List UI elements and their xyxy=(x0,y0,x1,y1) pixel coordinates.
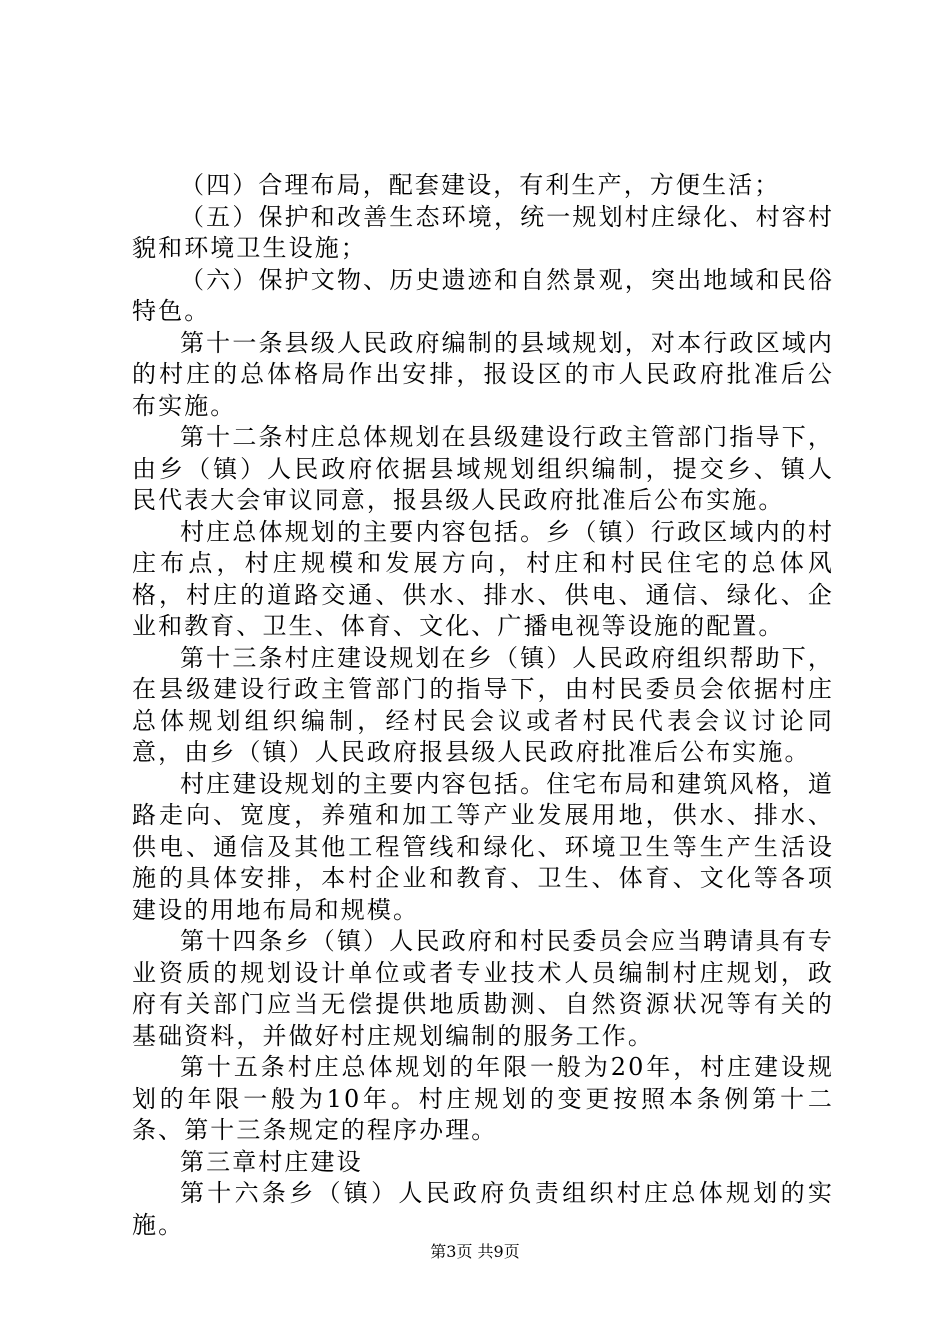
paragraph-article-13: 第十三条村庄建设规划在乡（镇）人民政府组织帮助下，在县级建设行政主管部门的指导下，由村民委员会依据村庄总体规划组织编制，经村民会议或者村民代表会议讨论同意，由乡（镇）人民政府报县级人民政府批准后公布实施。 xyxy=(132,643,834,766)
paragraph-article-15: 第十五条村庄总体规划的年限一般为20年，村庄建设规划的年限一般为10年。村庄规划的变更按照本条例第十二条、第十三条规定的程序办理。 xyxy=(132,1053,834,1144)
paragraph-overall-plan-content: 村庄总体规划的主要内容包括。乡（镇）行政区域内的村庄布点，村庄规模和发展方向，村庄和村民住宅的总体风格，村庄的道路交通、供水、排水、供电、通信、绿化、企业和教育、卫生、体育、文化、广播电视等设施的配置。 xyxy=(132,517,834,640)
paragraph-article-12: 第十二条村庄总体规划在县级建设行政主管部门指导下，由乡（镇）人民政府依据县域规划组织编制，提交乡、镇人民代表大会审议同意，报县级人民政府批准后公布实施。 xyxy=(132,423,834,514)
paragraph-construction-plan-content: 村庄建设规划的主要内容包括。住宅布局和建筑风格，道路走向、宽度，养殖和加工等产业发展用地，供水、排水、供电、通信及其他工程管线和绿化、环境卫生等生产生活设施的具体安排，本村企业和教育、卫生、体育、文化等各项建设的用地布局和规模。 xyxy=(132,769,834,924)
paragraph-article-11: 第十一条县级人民政府编制的县域规划，对本行政区域内的村庄的总体格局作出安排，报设区的市人民政府批准后公布实施。 xyxy=(132,328,834,420)
paragraph-clause-6: （六）保护文物、历史遗迹和自然景观，突出地域和民俗特色。 xyxy=(132,265,834,325)
paragraph-clause-4: （四）合理布局，配套建设，有利生产，方便生活； xyxy=(180,171,781,199)
chapter-heading: 第三章村庄建设 xyxy=(180,1147,363,1176)
paragraph-article-16: 第十六条乡（镇）人民政府负责组织村庄总体规划的实施。 xyxy=(132,1179,834,1239)
paragraph-clause-5: （五）保护和改善生态环境，统一规划村庄绿化、村容村貌和环境卫生设施； xyxy=(132,202,834,262)
paragraph-article-14: 第十四条乡（镇）人民政府和村民委员会应当聘请具有专业资质的规划设计单位或者专业技术人员编制村庄规划，政府有关部门应当无偿提供地质勘测、自然资源状况等有关的基础资料，并做好村庄规划编制的服务工作。 xyxy=(132,927,834,1050)
page-number-footer: 第3页 共9页 xyxy=(430,1242,520,1261)
document-body xyxy=(132,170,834,1241)
